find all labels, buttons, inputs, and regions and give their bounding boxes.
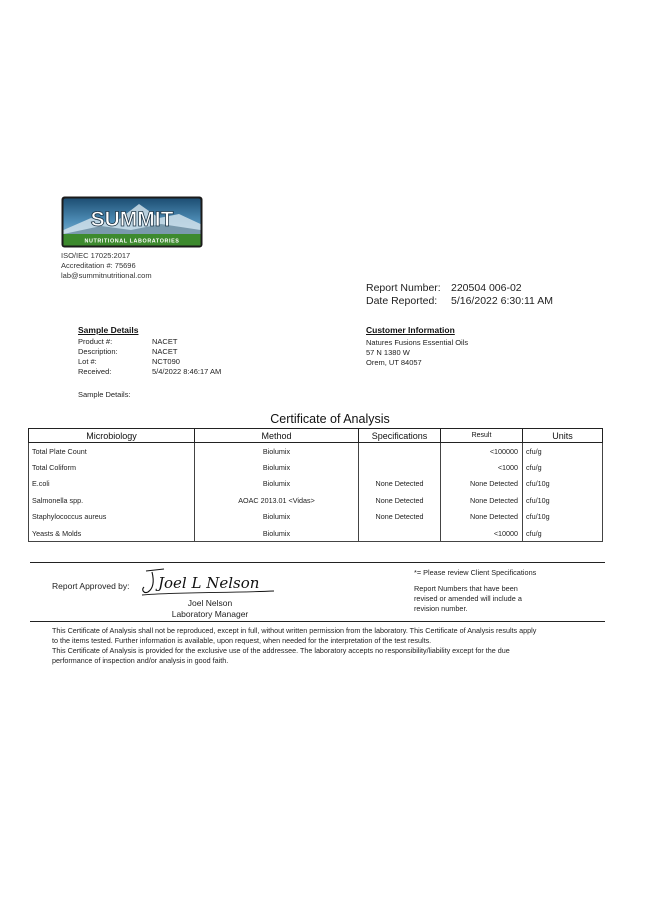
customer-name: Natures Fusions Essential Oils — [366, 338, 469, 347]
iso-text: ISO/IEC 17025:2017 — [61, 251, 131, 260]
received-label: Received: — [78, 367, 112, 376]
cell-units: cfu/g — [523, 525, 603, 542]
cell-spec — [359, 443, 441, 460]
cell-units: cfu/g — [523, 459, 603, 476]
cell-test: Total Coliform — [29, 459, 195, 476]
sample-details-label: Sample Details: — [78, 390, 131, 399]
table-row — [29, 509, 603, 526]
sample-details-heading: Sample Details — [78, 325, 139, 335]
cell-method: Biolumix — [195, 476, 359, 493]
cell-test: Staphylococcus aureus — [29, 509, 195, 526]
date-reported-value: 5/16/2022 6:30:11 AM — [451, 295, 553, 307]
revision-note-line3: revision number. — [414, 604, 468, 613]
cell-result: <10000 — [441, 525, 523, 542]
cell-test: Yeasts & Molds — [29, 525, 195, 542]
disclaimer — [52, 626, 612, 666]
header-method: Method — [195, 429, 359, 443]
cell-units: cfu/10g — [523, 476, 603, 493]
results-table — [28, 428, 603, 542]
cell-result: <100000 — [441, 443, 523, 460]
cell-result: None Detected — [441, 492, 523, 509]
revision-note-line1: Report Numbers that have been — [414, 584, 518, 593]
cell-test: E.coli — [29, 476, 195, 493]
table-row — [29, 476, 603, 493]
cell-spec: None Detected — [359, 476, 441, 493]
description-label: Description: — [78, 347, 118, 356]
cell-method: Biolumix — [195, 443, 359, 460]
header-specifications: Specifications — [359, 429, 441, 443]
cell-units: cfu/g — [523, 443, 603, 460]
header-result: Result — [441, 429, 523, 443]
cell-units: cfu/10g — [523, 492, 603, 509]
header-microbiology: Microbiology — [29, 429, 195, 443]
table-header-row — [29, 429, 603, 443]
table-row — [29, 459, 603, 476]
cell-spec: None Detected — [359, 509, 441, 526]
cell-spec — [359, 459, 441, 476]
table-row — [29, 443, 603, 460]
disclaimer-line2: to the items tested. Further information is available, upon request, when needed for the interpretation of the test results. — [52, 636, 432, 645]
approved-by-label: Report Approved by: — [52, 581, 130, 591]
divider-bottom — [30, 621, 605, 622]
signer-name: Joel Nelson — [187, 598, 233, 608]
cell-units: cfu/10g — [523, 509, 603, 526]
certificate-title: Certificate of Analysis — [270, 412, 390, 426]
disclaimer-line4: performance of inspection and/or analysis in good faith. — [52, 656, 229, 665]
cell-test: Total Plate Count — [29, 443, 195, 460]
cell-method: Biolumix — [195, 459, 359, 476]
revision-note-line2: revised or amended will include a — [414, 594, 522, 603]
date-reported-label: Date Reported: — [366, 295, 438, 307]
cell-result: None Detected — [441, 509, 523, 526]
report-number-value: 220504 006-02 — [451, 282, 522, 294]
divider-top — [30, 562, 605, 563]
logo-wordmark: SUMMIT — [90, 208, 174, 231]
cell-spec — [359, 525, 441, 542]
cell-spec: None Detected — [359, 492, 441, 509]
received-value: 5/4/2022 8:46:17 AM — [152, 367, 222, 376]
disclaimer-line3: This Certificate of Analysis is provided for the exclusive use of the addressee. The laboratory accepts no responsibility/liability except for the due — [52, 646, 510, 655]
product-value: NACET — [152, 337, 178, 346]
table-row — [29, 525, 603, 542]
logo-subtitle: NUTRITIONAL LABORATORIES — [84, 238, 180, 245]
lot-value: NCT090 — [152, 357, 180, 366]
lab-email: lab@summitnutritional.com — [61, 271, 152, 280]
header-units: Units — [523, 429, 603, 443]
lot-label: Lot #: — [78, 357, 97, 366]
spec-note: *= Please review Client Specifications — [414, 568, 537, 577]
cell-result: None Detected — [441, 476, 523, 493]
signature-text: Joel L Nelson — [158, 574, 260, 592]
accreditation-text: Accreditation #: 75696 — [61, 261, 136, 270]
cell-test: Salmonella spp. — [29, 492, 195, 509]
summit-logo — [61, 196, 203, 248]
product-label: Product #: — [78, 337, 113, 346]
disclaimer-line1: This Certificate of Analysis shall not be reproduced, except in full, without written permission from the laboratory. This Certificate of Analysis results apply — [52, 626, 537, 635]
description-value: NACET — [152, 347, 178, 356]
cell-result: <1000 — [441, 459, 523, 476]
customer-address-line2: Orem, UT 84057 — [366, 358, 422, 367]
report-number-label: Report Number: — [366, 282, 441, 294]
cell-method: Biolumix — [195, 525, 359, 542]
customer-address-line1: 57 N 1380 W — [366, 348, 410, 357]
cell-method: AOAC 2013.01 <Vidas> — [195, 492, 359, 509]
signer-title: Laboratory Manager — [171, 609, 249, 619]
signature-image — [138, 566, 280, 598]
signer-block — [150, 598, 270, 620]
table-row — [29, 492, 603, 509]
cell-method: Biolumix — [195, 509, 359, 526]
customer-info-heading: Customer Information — [366, 325, 455, 335]
